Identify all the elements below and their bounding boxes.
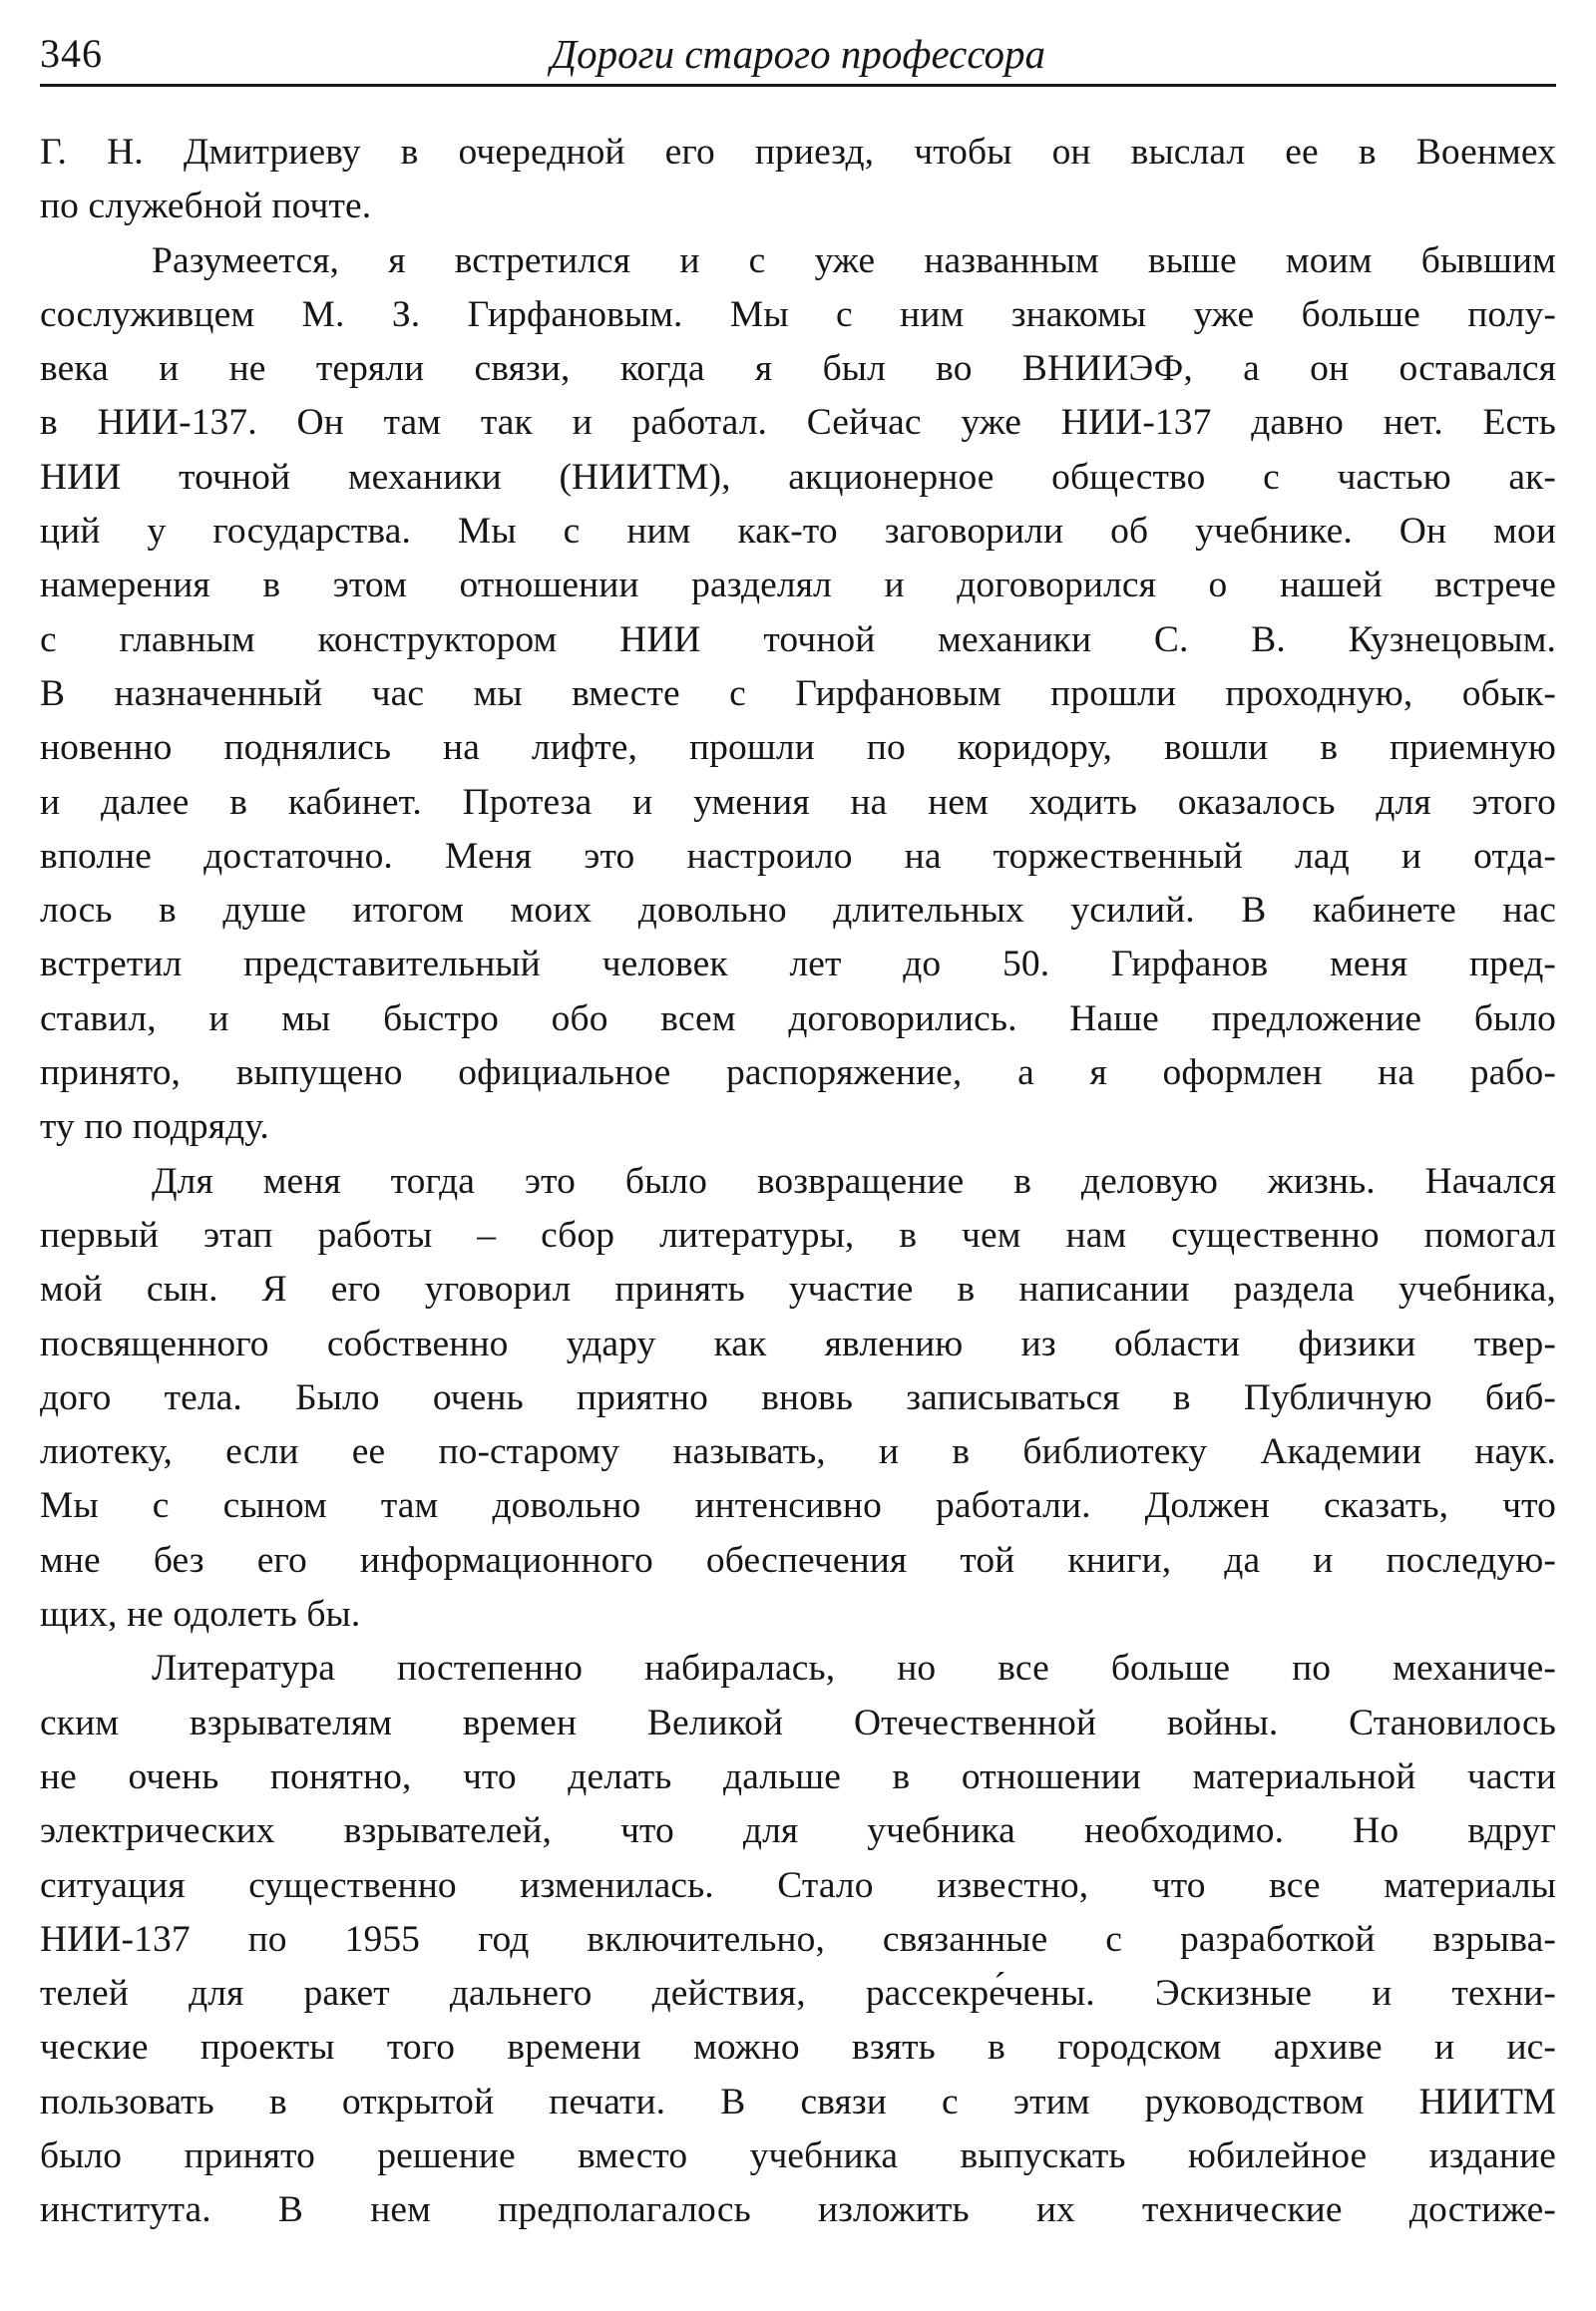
text-line: пользовать в открытой печати. В связи с этим руководством НИИТМ	[40, 2081, 1556, 2122]
text-line: ставил, и мы быстро обо всем договорились. Наше предложение было	[40, 997, 1556, 1039]
text-line: встретил представительный человек лет до 50. Гирфанов меня пред-	[40, 944, 1556, 985]
body-text	[40, 126, 1556, 2238]
page-header	[40, 26, 1556, 84]
text-line: ситуация существенно изменилась. Стало известно, что все материалы	[40, 1864, 1556, 1906]
text-line: Для меня тогда это было возвращение в деловую жизнь. Начался	[152, 1160, 1556, 1202]
text-line: НИИ точной механики (НИИТМ), акционерное общество с частью ак-	[40, 456, 1556, 498]
text-line: в НИИ-137. Он там так и работал. Сейчас уже НИИ-137 давно нет. Есть	[40, 402, 1556, 444]
running-title: Дороги старого профессора	[550, 31, 1046, 77]
text-line: сослуживцем М. З. Гирфановым. Мы с ним знакомы уже больше полу-	[40, 293, 1556, 335]
text-line: с главным конструктором НИИ точной механики С. В. Кузнецовым.	[40, 618, 1556, 660]
text-line: института. В нем предполагалось изложить их технические достиже-	[40, 2189, 1556, 2231]
text-line: мой сын. Я его уговорил принять участие в написании раздела учебника,	[40, 1269, 1556, 1311]
text-line: по служебной почте.	[40, 186, 372, 227]
text-line: намерения в этом отношении разделял и договорился о нашей встрече	[40, 565, 1556, 606]
text-line: принято, выпущено официальное распоряжение, а я оформлен на рабо-	[40, 1052, 1556, 1094]
text-line: Мы с сыном там довольно интенсивно работали. Должен сказать, что	[40, 1485, 1556, 1527]
text-line: лиотеку, если ее по-старому называть, и в библиотеку Академии наук.	[40, 1431, 1556, 1473]
book-page	[40, 0, 1556, 2311]
text-line: НИИ-137 по 1955 год включительно, связанные с разработкой взрыва-	[40, 1918, 1556, 1960]
text-line: электрических взрывателей, что для учебника необходимо. Но вдруг	[40, 1810, 1556, 1852]
text-line: В назначенный час мы вместе с Гирфановым прошли проходную, обык-	[40, 672, 1556, 714]
text-line: века и не теряли связи, когда я был во ВНИИЭФ, а он оставался	[40, 348, 1556, 390]
text-line: было принято решение вместо учебника выпускать юбилейное издание	[40, 2134, 1556, 2176]
page-number: 346	[40, 31, 103, 76]
text-line: Г. Н. Дмитриеву в очередной его приезд, чтобы он выслал ее в Военмех	[40, 132, 1556, 173]
text-line: не очень понятно, что делать дальше в отношении материальной части	[40, 1755, 1556, 1797]
text-line: ций у государства. Мы с ним как-то заговорили об учебнике. Он мои	[40, 511, 1556, 553]
text-line: мне без его информационного обеспечения той книги, да и последую-	[40, 1539, 1556, 1581]
text-line: щих, не одолеть бы.	[40, 1594, 361, 1636]
text-line: дого тела. Было очень приятно вновь записываться в Публичную биб-	[40, 1376, 1556, 1418]
text-line: первый этап работы – сбор литературы, в чем нам существенно помогал	[40, 1214, 1556, 1256]
text-line: посвященного собственно удару как явлению из области физики твер-	[40, 1323, 1556, 1364]
text-line: Литература постепенно набиралась, но все больше по механиче-	[152, 1648, 1556, 1690]
text-line: ту по подряду.	[40, 1106, 269, 1148]
text-line: ским взрывателям времен Великой Отечественной войны. Становилось	[40, 1702, 1556, 1743]
text-line: новенно поднялись на лифте, прошли по коридору, вошли в приемную	[40, 727, 1556, 769]
text-line: телей для ракет дальнего действия, рассекре́чены. Эскизные и техни-	[40, 1973, 1556, 2015]
text-line: ческие проекты того времени можно взять в городском архиве и ис-	[40, 2027, 1556, 2069]
text-line: лось в душе итогом моих довольно длительных усилий. В кабинете нас	[40, 890, 1556, 932]
header-rule	[40, 84, 1556, 87]
text-line: Разумеется, я встретился и с уже названным выше моим бывшим	[152, 239, 1556, 281]
text-line: вполне достаточно. Меня это настроило на торжественный лад и отда-	[40, 835, 1556, 877]
text-line: и далее в кабинет. Протеза и умения на нем ходить оказалось для этого	[40, 781, 1556, 823]
